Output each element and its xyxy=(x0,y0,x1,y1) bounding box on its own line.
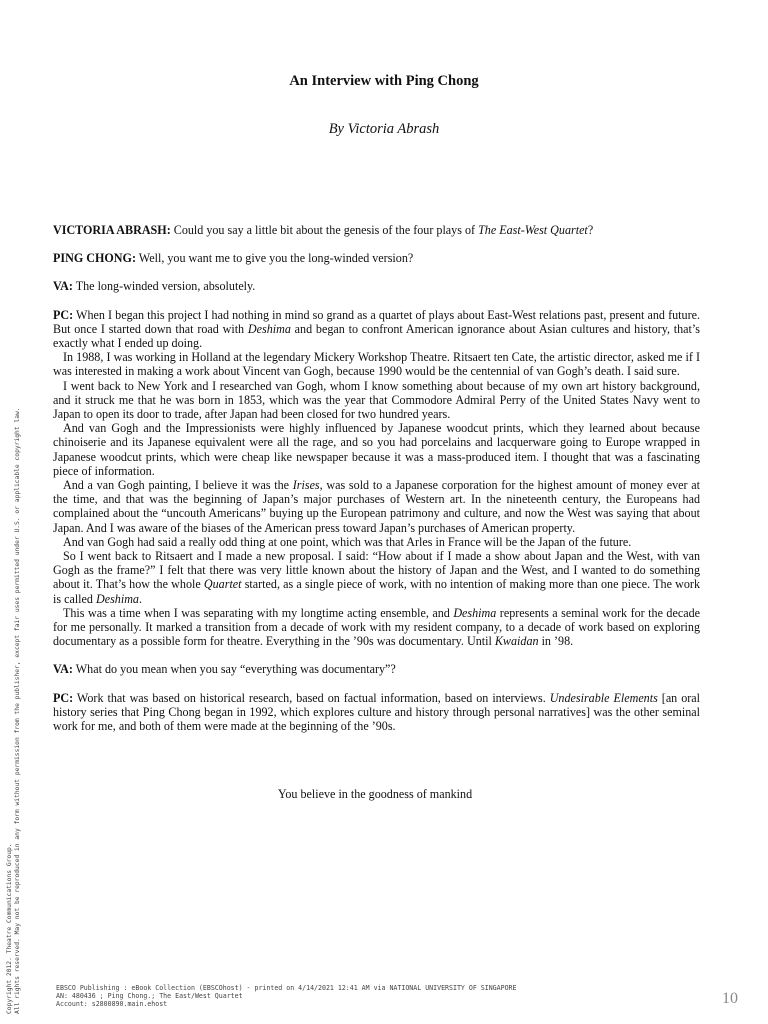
question-paragraph xyxy=(53,279,700,293)
answer-text: and began to confront American ignorance about Asian cultures and history, that’s exactly what I ended up doing. xyxy=(53,321,700,351)
answer-text: So I went back to Ritsaert and I made a new proposal. I said: “How about if I made a show about Japan and the West, with van Gogh as the frame?” I felt that there was very little known about the history of Japan and the West, and I wanted to do something about it. That’s how the whole xyxy=(53,549,700,592)
copyright-line: All rights reserved. May not be reproduced in any form without permission from the publisher, except fair uses permitted under U.S. or applicable copyright law. xyxy=(14,407,22,1014)
question-text: Could you say a little bit about the genesis of the four plays of xyxy=(173,223,479,237)
footer-line: EBSCO Publishing : eBook Collection (EBSCOhost) - printed on 4/14/2021 12:41 AM via NATIONAL UNIVERSITY OF SINGAPORE xyxy=(56,984,517,992)
answer-paragraph xyxy=(53,308,700,351)
work-title: Deshima xyxy=(247,321,291,336)
answer-paragraph xyxy=(53,478,700,535)
answer-text: This was a time when I was separating with my longtime acting ensemble, and xyxy=(63,605,454,620)
answer-text: Well, you want me to give you the long-winded version? xyxy=(138,251,414,266)
answer-text: started, as a single piece of work, with no intention of making more than one piece. The work is called xyxy=(53,577,700,606)
work-title: The East-West Quartet xyxy=(478,223,588,237)
answer-text: , was sold to a Japanese corporation for the highest amount of money ever at the time, and that was the beginning of Japan’s major purchases of Western art. In the nineteenth century, the Europeans had complained about the “uncouth Americans” buying up the European patrimony and culture, and now the West was saying that about Japan. And I was aware of the biases of the American press toward Japan’s purchases of American property. xyxy=(53,478,700,535)
speaker-label: PC: xyxy=(53,307,74,322)
answer-text: . xyxy=(138,591,143,606)
question-end: ? xyxy=(587,223,594,237)
article-title: An Interview with Ping Chong xyxy=(289,73,479,89)
footer-line: Account: s2800890.main.ehost xyxy=(56,1000,168,1008)
answer-text: [an oral history series that Ping Chong began in 1992, which explores culture and history through personal narratives] was the other seminal work for me, and both of them were made at the beginning of the ’90s. xyxy=(53,690,701,734)
question-text: What do you mean when you say “everything was documentary”? xyxy=(75,662,396,677)
page-number: 10 xyxy=(722,990,738,1007)
question-text: The long-winded version, absolutely. xyxy=(75,279,256,294)
answer-paragraph xyxy=(53,549,700,606)
work-title: Irises xyxy=(292,478,320,493)
answer-text: Work that was based on historical research, based on factual information, based on interviews. xyxy=(76,690,550,705)
speaker-label: PC: xyxy=(53,690,74,705)
work-title: Deshima xyxy=(95,591,139,606)
answer-text: in ’98. xyxy=(538,634,574,649)
speaker-label: PING CHONG: xyxy=(53,251,136,266)
question-paragraph xyxy=(53,662,700,676)
print-footer xyxy=(56,984,517,1008)
copyright-line: Copyright 2012. Theatre Communications Group. xyxy=(6,843,13,1014)
answer-paragraph: In 1988, I was working in Holland at the legendary Mickery Workshop Theatre. Ritsaert ten Cate, the artistic director, asked me if I was interested in making a work about Vincent van Gogh, because 1990 would be the centennial of van Gogh’s death. I said sure. xyxy=(53,350,700,379)
work-title: Quartet xyxy=(203,577,242,592)
answer-text: When I began this project I had nothing in mind so grand as a quartet of plays about East-West relations past, present and future. But once I started down that road with xyxy=(53,307,700,336)
speaker-label: VA: xyxy=(53,279,73,294)
question-paragraph xyxy=(53,223,700,237)
answer-paragraph xyxy=(53,691,700,734)
answer-text: represents a seminal work for the decade for me personally. It marked a transition from a decade of work with my resident company, to a decade of work based on exploring documentary as a possible form for theatre. Everything in the ’90s was documentary. Until xyxy=(53,605,700,649)
answer-paragraph: And van Gogh and the Impressionists were highly influenced by Japanese woodcut prints, which they learned about because chinoiserie and its Japanese equivalent were all the rage, and so you had porcelains and lacquerware going to Europe wrapped in Japanese woodcut prints, which were cheap like newspaper because it was a mass-produced item. I thought that was a fascinating piece of information. xyxy=(53,421,700,478)
article-byline: By Victoria Abrash xyxy=(328,121,440,137)
speaker-label: VICTORIA ABRASH: xyxy=(53,223,171,237)
answer-text: And a van Gogh painting, I believe it was the xyxy=(63,478,293,493)
interview-body xyxy=(53,223,700,733)
answer-paragraph: And van Gogh had said a really odd thing at one point, which was that Arles in France will be the Japan of the future. xyxy=(63,534,632,549)
work-title: Deshima xyxy=(453,605,497,620)
answer-paragraph: I went back to New York and I researched van Gogh, whom I know something about because of my own art history background, and it struck me that he was born in 1853, which was the year that Commodore Admiral Perry of the United States Navy went to Japan to open its door to trade, after Japan had been closed for two hundred years. xyxy=(53,378,700,422)
section-heading: You believe in the goodness of mankind xyxy=(277,787,473,801)
footer-line: AN: 480436 ; Ping Chong.; The East/West Quartet xyxy=(56,992,243,1000)
work-title: Undesirable Elements xyxy=(549,690,658,705)
copyright-sidebar xyxy=(6,254,22,1014)
answer-paragraph xyxy=(53,251,700,265)
speaker-label: VA: xyxy=(53,662,73,677)
work-title: Kwaidan xyxy=(494,634,539,649)
answer-paragraph xyxy=(53,606,700,649)
